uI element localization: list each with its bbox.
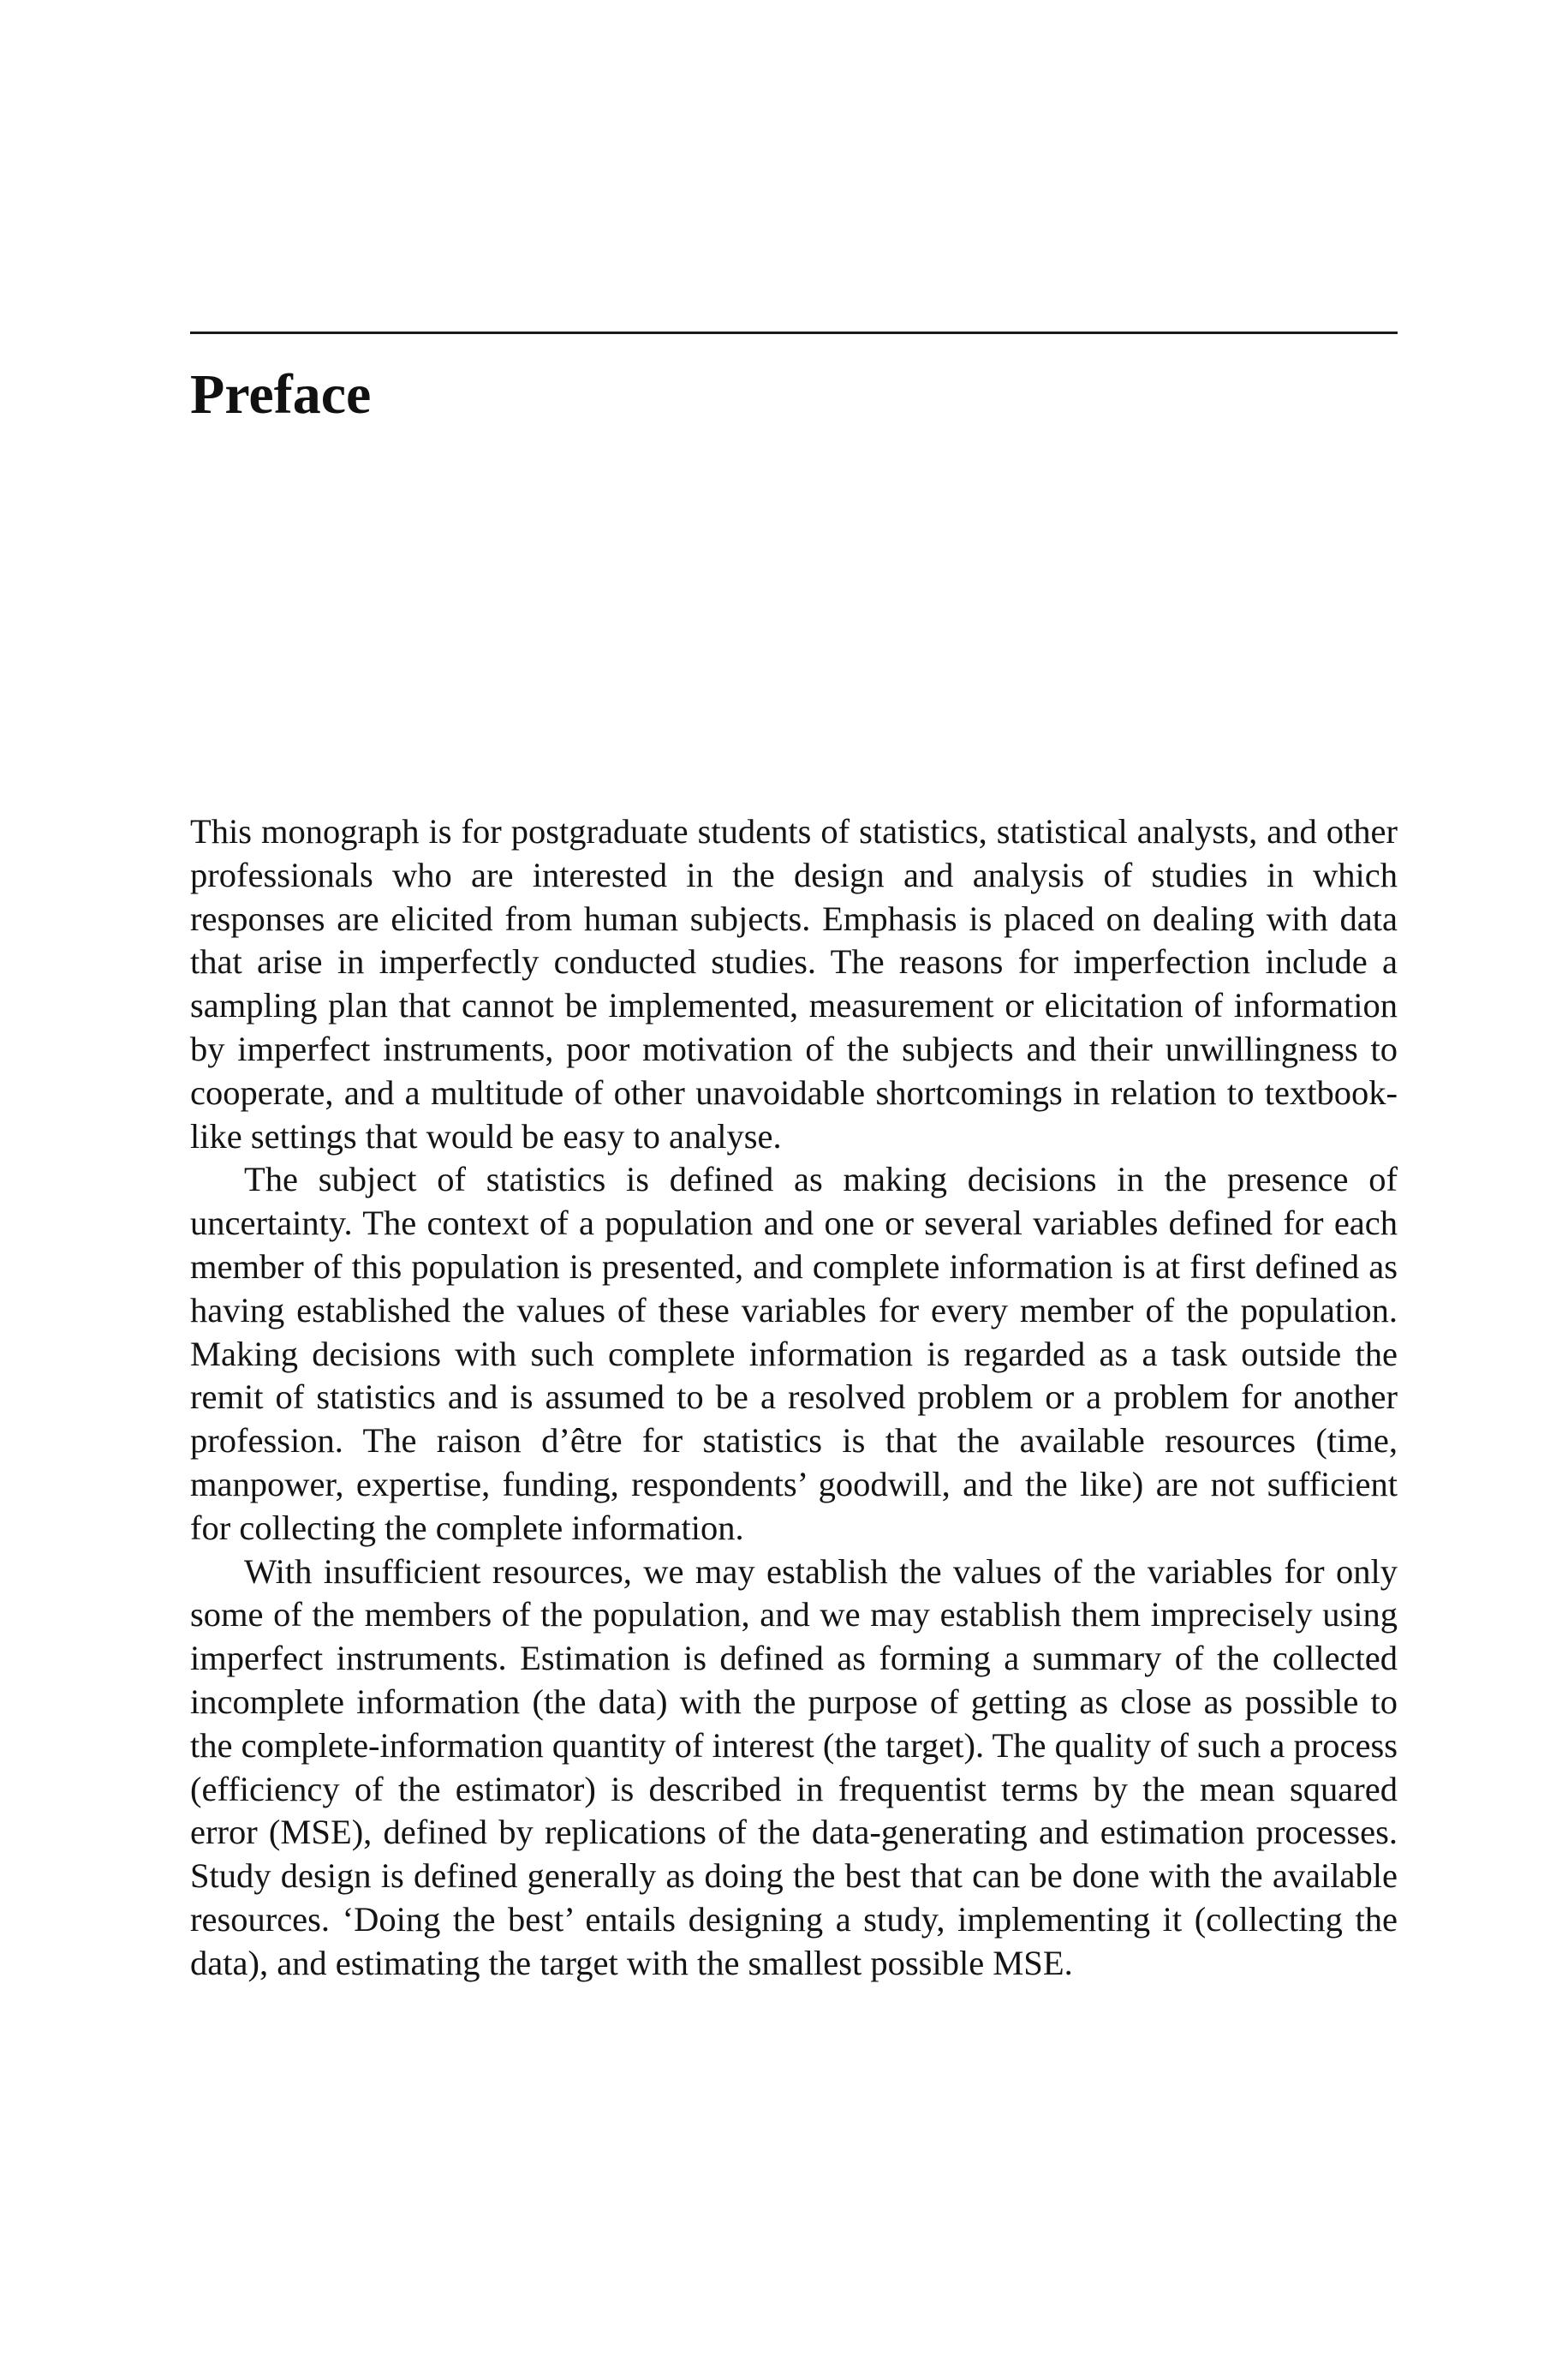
chapter-title-rule [190, 332, 1398, 334]
paragraph-2: The subject of statistics is defined as making decisions in the presence of uncertainty. The context of a population and one or several variables defined for each member of this population is presented, and complete information is at first defined as having established the values of these variables for every member of the population. Making decisions with such complete information is regarded as a task outside the remit of statistics and is assumed to be a resolved problem or a problem for another profession. The raison d’être for statistics is that the available resources (time, manpower, expertise, funding, respondents’ goodwill, and the like) are not sufficient for collecting the complete information. [190, 1160, 1398, 1547]
preface-body [190, 810, 1398, 1986]
chapter-title: Preface [190, 363, 372, 426]
paragraph-3: With insufficient resources, we may establish the values of the variables for only some of the members of the population, and we may establish them imprecisely using imperfect instruments. Estimation is defined as forming a summary of the collected incomplete information (the data) with the purpose of getting as close as possible to the complete-information quantity of interest (the target). The quality of such a process (efficiency of the estimator) is described in frequentist terms by the mean squared error (MSE), defined by replications of the data-generating and estimation processes. Study design is defined generally as doing the best that can be done with the available resources. ‘Doing the best’ entails designing a study, implementing it (collecting the data), and estimating the target with the smallest possible MSE. [190, 1551, 1398, 1982]
paragraph-1: This monograph is for postgraduate students of statistics, statistical analysts, and other professionals who are interested in the design and analysis of studies in which responses are elicited from human subjects. Emphasis is placed on dealing with data that arise in imperfectly conducted studies. The reasons for imperfection include a sampling plan that cannot be implemented, measurement or elicitation of information by imperfect instruments, poor motivation of the subjects and their unwillingness to cooperate, and a multitude of other unavoidable shortcomings in relation to textbook-like settings that would be easy to analyse. [190, 812, 1398, 1156]
